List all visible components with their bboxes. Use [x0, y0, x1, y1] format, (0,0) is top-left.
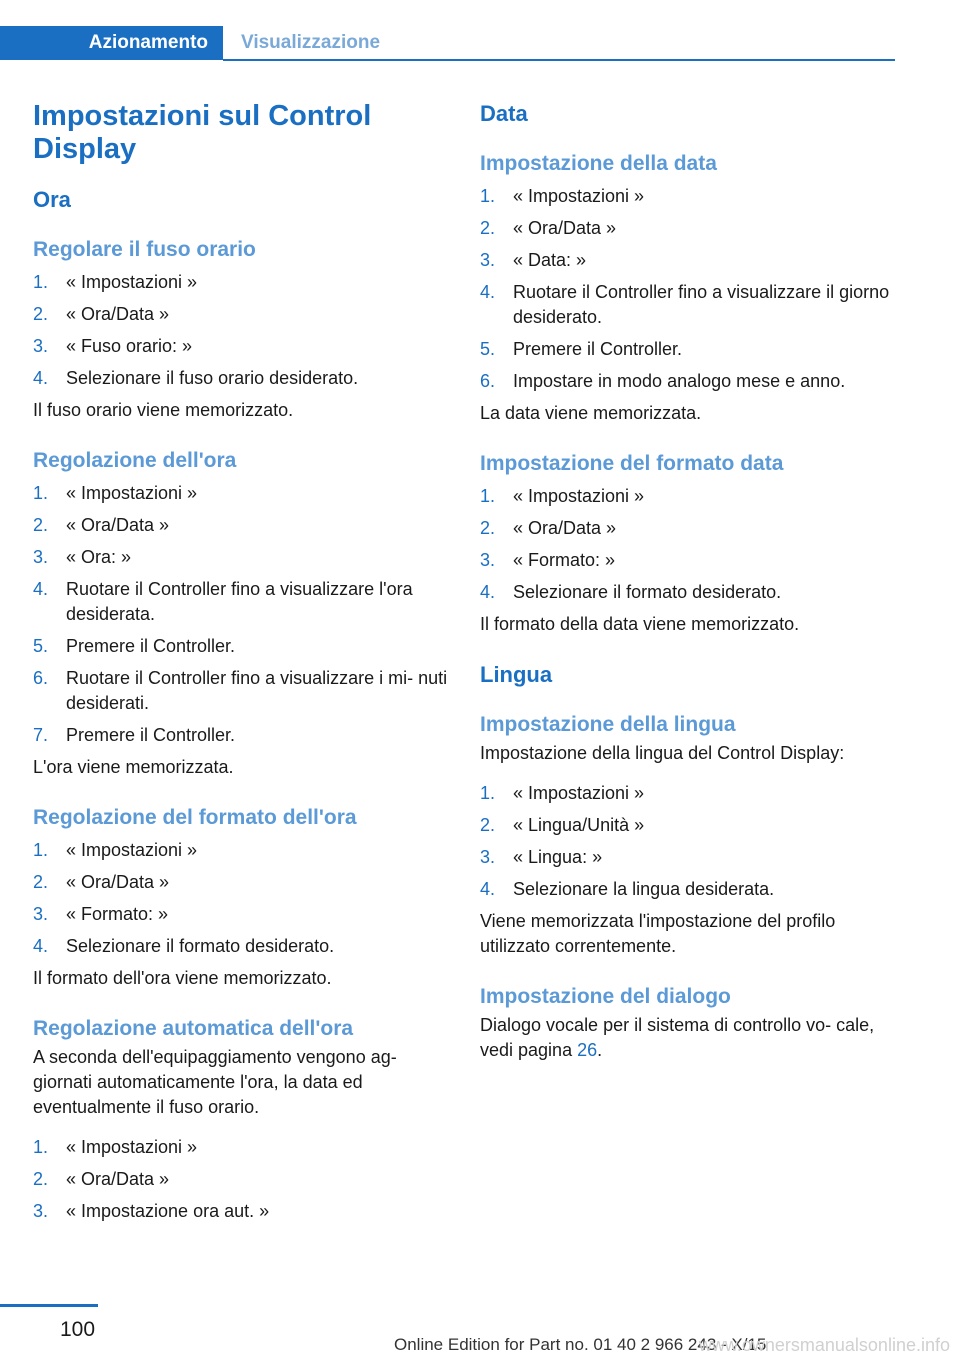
steps-fuso-orario — [33, 270, 453, 391]
step-text: « Lingua/Unità » — [513, 815, 645, 835]
heading-impostazione-lingua: Impostazione della lingua — [480, 713, 736, 736]
list-item — [33, 366, 453, 391]
dialogo-end: . — [597, 1040, 603, 1060]
step-number: 5. — [480, 339, 496, 359]
list-item — [33, 513, 453, 538]
text-impostazione-dialogo — [480, 1013, 900, 1063]
step-text: « Impostazioni » — [513, 486, 645, 506]
step-text: « Formato: » — [513, 550, 616, 570]
step-text: Selezionare il formato desiderato. — [66, 936, 335, 956]
list-item — [33, 902, 453, 927]
step-number: 6. — [33, 668, 49, 688]
step-text: « Ora/Data » — [513, 518, 617, 538]
note-formato-data: Il formato della data viene memorizzato. — [480, 614, 800, 634]
step-number: 1. — [33, 272, 49, 292]
step-number: 2. — [480, 218, 496, 238]
step-text: Premere il Controller. — [66, 725, 236, 745]
page-link-26[interactable]: 26 — [577, 1040, 598, 1060]
tab-visualizzazione[interactable]: Visualizzazione — [241, 32, 381, 53]
heading-regolazione-ora: Regolazione dell'ora — [33, 449, 237, 472]
step-number: 3. — [33, 1201, 49, 1221]
heading-formato-data: Impostazione del formato data — [480, 452, 784, 475]
step-text: « Ora/Data » — [513, 218, 617, 238]
step-number: 3. — [480, 550, 496, 570]
step-number: 1. — [33, 1137, 49, 1157]
step-number: 2. — [480, 815, 496, 835]
header-tabs — [0, 26, 895, 60]
step-number: 2. — [33, 872, 49, 892]
list-item — [480, 580, 900, 605]
list-item — [480, 369, 900, 394]
step-text: « Impostazioni » — [66, 483, 198, 503]
dialogo-text: Dialogo vocale per il sistema di controllo vo‐ cale, vedi pagina — [480, 1015, 875, 1060]
steps-impostazione-data — [480, 184, 900, 394]
section-heading-ora: Ora — [33, 187, 71, 212]
list-item — [33, 577, 453, 627]
list-item — [480, 813, 900, 838]
step-text: « Impostazione ora aut. » — [66, 1201, 270, 1221]
step-number: 2. — [33, 1169, 49, 1189]
step-text: « Impostazioni » — [513, 783, 645, 803]
step-text: Ruotare il Controller fino a visualizzare i mi‐ nuti desiderati. — [66, 668, 448, 713]
intro-ora-automatica: A seconda dell'equipaggiamento vengono ag‐ giornati automaticamente l'ora, la data ed eventualmente il fuso orario. — [33, 1047, 397, 1117]
step-number: 4. — [33, 936, 49, 956]
step-text: « Fuso orario: » — [66, 336, 193, 356]
step-text: Ruotare il Controller fino a visualizzare il giorno desiderato. — [513, 282, 890, 327]
list-item — [33, 666, 453, 716]
list-item — [33, 634, 453, 659]
header-rule — [223, 59, 895, 61]
heading-impostazione-dialogo: Impostazione del dialogo — [480, 985, 731, 1008]
list-item — [480, 184, 900, 209]
edition-text: Online Edition for Part no. 01 40 2 966 243 - X/15 — [394, 1335, 767, 1354]
step-text: Selezionare il formato desiderato. — [513, 582, 782, 602]
step-number: 2. — [33, 304, 49, 324]
step-number: 6. — [480, 371, 496, 391]
list-item — [33, 270, 453, 295]
list-item — [33, 334, 453, 359]
steps-regolazione-ora — [33, 481, 453, 748]
step-text: « Ora/Data » — [66, 515, 170, 535]
step-number: 3. — [480, 847, 496, 867]
list-item — [480, 248, 900, 273]
step-text: « Impostazioni » — [513, 186, 645, 206]
list-item — [33, 302, 453, 327]
step-text: Selezionare la lingua desiderata. — [513, 879, 775, 899]
list-item — [33, 838, 453, 863]
page-title: Impostazioni sul Control Display — [33, 100, 372, 165]
step-number: 4. — [480, 879, 496, 899]
note-impostazione-lingua: Viene memorizzata l'impostazione del profilo utilizzato correntemente. — [480, 911, 836, 956]
step-text: Premere il Controller. — [66, 636, 236, 656]
list-item — [480, 280, 900, 330]
step-number: 4. — [33, 368, 49, 388]
list-item — [33, 545, 453, 570]
step-text: « Impostazioni » — [66, 1137, 198, 1157]
step-text: « Impostazioni » — [66, 272, 198, 292]
section-heading-lingua: Lingua — [480, 662, 553, 687]
step-number: 3. — [33, 904, 49, 924]
footer-rule — [0, 1304, 98, 1307]
step-number: 4. — [480, 282, 496, 302]
heading-fuso-orario: Regolare il fuso orario — [33, 238, 256, 261]
step-number: 1. — [480, 186, 496, 206]
note-regolazione-ora: L'ora viene memorizzata. — [33, 757, 234, 777]
step-number: 1. — [33, 483, 49, 503]
step-number: 4. — [33, 579, 49, 599]
step-text: « Ora: » — [66, 547, 132, 567]
list-item — [33, 870, 453, 895]
step-text: « Formato: » — [66, 904, 169, 924]
heading-formato-ora: Regolazione del formato dell'ora — [33, 806, 357, 829]
list-item — [33, 481, 453, 506]
step-number: 1. — [480, 486, 496, 506]
list-item — [33, 723, 453, 748]
list-item — [480, 516, 900, 541]
step-number: 3. — [33, 336, 49, 356]
step-text: Impostare in modo analogo mese e anno. — [513, 371, 846, 391]
list-item — [33, 934, 453, 959]
step-text: Ruotare il Controller fino a visualizzare l'ora desiderata. — [66, 579, 413, 624]
step-number: 1. — [33, 840, 49, 860]
left-column — [33, 100, 453, 1231]
tab-azionamento[interactable]: Azionamento — [0, 26, 223, 60]
step-number: 2. — [33, 515, 49, 535]
step-text: « Data: » — [513, 250, 587, 270]
step-text: Selezionare il fuso orario desiderato. — [66, 368, 359, 388]
heading-impostazione-data: Impostazione della data — [480, 152, 717, 175]
step-number: 3. — [33, 547, 49, 567]
list-item — [33, 1135, 453, 1160]
right-column — [480, 100, 900, 1063]
step-text: « Ora/Data » — [66, 1169, 170, 1189]
page-number: 100 — [60, 1318, 96, 1341]
list-item — [480, 216, 900, 241]
step-number: 3. — [480, 250, 496, 270]
section-heading-data: Data — [480, 101, 528, 126]
note-impostazione-data: La data viene memorizzata. — [480, 403, 702, 423]
step-text: « Ora/Data » — [66, 872, 170, 892]
list-item — [480, 337, 900, 362]
list-item — [33, 1199, 453, 1224]
step-number: 1. — [480, 783, 496, 803]
list-item — [480, 548, 900, 573]
step-text: « Lingua: » — [513, 847, 603, 867]
step-text: « Ora/Data » — [66, 304, 170, 324]
step-text: Premere il Controller. — [513, 339, 683, 359]
step-number: 4. — [480, 582, 496, 602]
steps-ora-automatica — [33, 1135, 453, 1224]
steps-impostazione-lingua — [480, 781, 900, 902]
step-text: « Impostazioni » — [66, 840, 198, 860]
note-fuso-orario: Il fuso orario viene memorizzato. — [33, 400, 294, 420]
list-item — [33, 1167, 453, 1192]
watermark: www.ownersmanualsonline.info — [698, 1335, 950, 1355]
note-formato-ora: Il formato dell'ora viene memorizzato. — [33, 968, 332, 988]
step-number: 7. — [33, 725, 49, 745]
list-item — [480, 877, 900, 902]
list-item — [480, 484, 900, 509]
list-item — [480, 845, 900, 870]
intro-impostazione-lingua: Impostazione della lingua del Control Display: — [480, 743, 845, 763]
step-number: 5. — [33, 636, 49, 656]
list-item — [480, 781, 900, 806]
steps-formato-data — [480, 484, 900, 605]
heading-ora-automatica: Regolazione automatica dell'ora — [33, 1017, 354, 1040]
steps-formato-ora — [33, 838, 453, 959]
step-number: 2. — [480, 518, 496, 538]
